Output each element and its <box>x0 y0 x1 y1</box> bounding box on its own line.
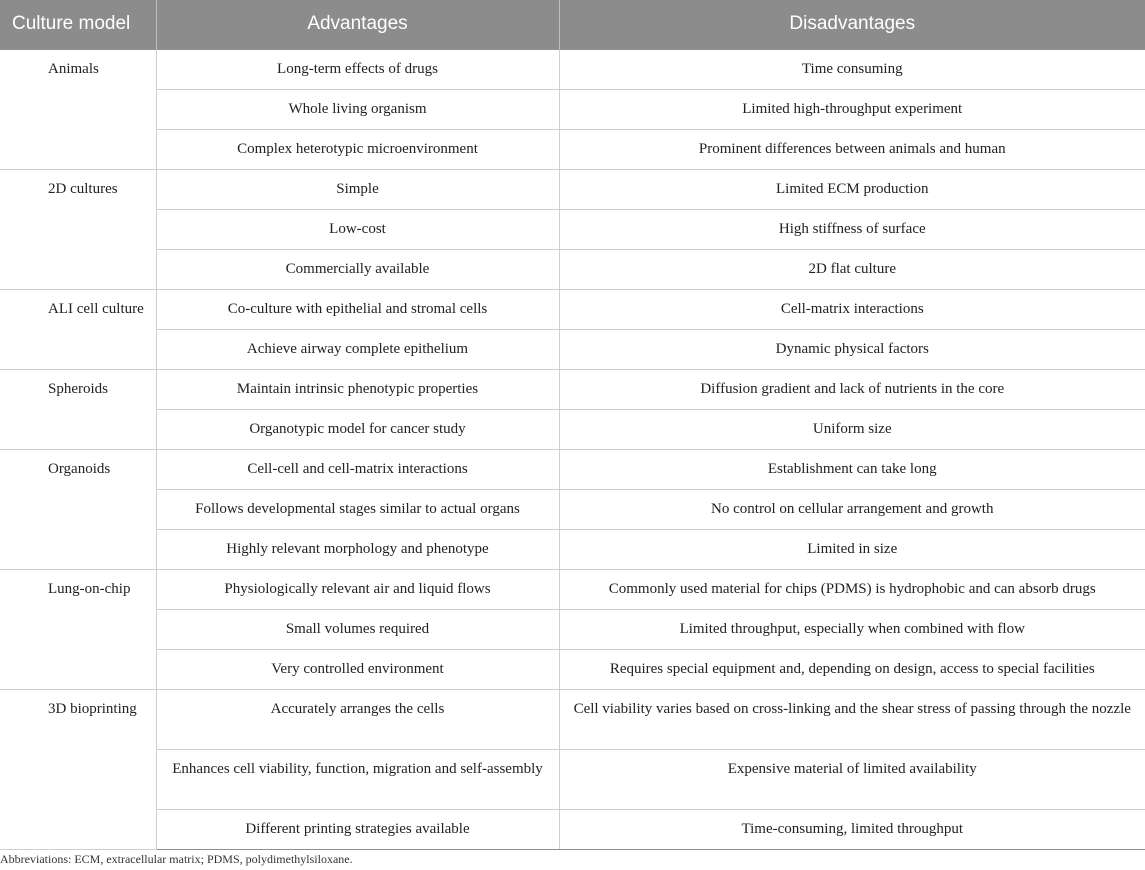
advantage-cell: Commercially available <box>156 249 559 289</box>
disadvantage-cell: Cell viability varies based on cross-linking and the shear stress of passing through the nozzle <box>559 689 1145 749</box>
disadvantage-cell: Prominent differences between animals and human <box>559 129 1145 169</box>
table-row <box>0 609 1145 649</box>
disadvantage-cell: Expensive material of limited availability <box>559 749 1145 809</box>
disadvantage-cell: 2D flat culture <box>559 249 1145 289</box>
disadvantage-cell: Limited ECM production <box>559 169 1145 209</box>
advantage-cell: Enhances cell viability, function, migration and self-assembly <box>156 749 559 809</box>
culture-model-cell: Lung-on-chip <box>0 569 156 689</box>
table-row <box>0 129 1145 169</box>
advantage-cell: Follows developmental stages similar to actual organs <box>156 489 559 529</box>
disadvantage-cell: Time consuming <box>559 49 1145 89</box>
disadvantage-cell: Limited in size <box>559 529 1145 569</box>
disadvantage-cell: Cell-matrix interactions <box>559 289 1145 329</box>
advantage-cell: Highly relevant morphology and phenotype <box>156 529 559 569</box>
disadvantage-cell: Time-consuming, limited throughput <box>559 809 1145 849</box>
culture-model-cell: 2D cultures <box>0 169 156 289</box>
advantage-cell: Different printing strategies available <box>156 809 559 849</box>
disadvantage-cell: High stiffness of surface <box>559 209 1145 249</box>
disadvantage-cell: Requires special equipment and, depending on design, access to special facilities <box>559 649 1145 689</box>
table-row <box>0 49 1145 89</box>
table-row <box>0 749 1145 809</box>
advantage-cell: Simple <box>156 169 559 209</box>
table-row <box>0 289 1145 329</box>
disadvantage-cell: Uniform size <box>559 409 1145 449</box>
header-advantages: Advantages <box>156 0 559 49</box>
advantage-cell: Accurately arranges the cells <box>156 689 559 749</box>
culture-model-cell: Spheroids <box>0 369 156 449</box>
table-row <box>0 689 1145 749</box>
advantage-cell: Maintain intrinsic phenotypic properties <box>156 369 559 409</box>
table-row <box>0 569 1145 609</box>
disadvantage-cell: Diffusion gradient and lack of nutrients in the core <box>559 369 1145 409</box>
advantage-cell: Physiologically relevant air and liquid flows <box>156 569 559 609</box>
table-row <box>0 449 1145 489</box>
header-disadvantages: Disadvantages <box>559 0 1145 49</box>
culture-model-cell: ALI cell culture <box>0 289 156 369</box>
culture-model-cell: Animals <box>0 49 156 169</box>
table-row <box>0 169 1145 209</box>
advantage-cell: Whole living organism <box>156 89 559 129</box>
header-row <box>0 0 1145 49</box>
table-row <box>0 89 1145 129</box>
table-row <box>0 529 1145 569</box>
table-row <box>0 369 1145 409</box>
advantage-cell: Achieve airway complete epithelium <box>156 329 559 369</box>
disadvantage-cell: Limited throughput, especially when combined with flow <box>559 609 1145 649</box>
table-row <box>0 409 1145 449</box>
disadvantage-cell: Limited high-throughput experiment <box>559 89 1145 129</box>
disadvantage-cell: Dynamic physical factors <box>559 329 1145 369</box>
disadvantage-cell: No control on cellular arrangement and growth <box>559 489 1145 529</box>
table-row <box>0 489 1145 529</box>
advantage-cell: Complex heterotypic microenvironment <box>156 129 559 169</box>
advantage-cell: Organotypic model for cancer study <box>156 409 559 449</box>
advantage-cell: Low-cost <box>156 209 559 249</box>
advantage-cell: Very controlled environment <box>156 649 559 689</box>
table-row <box>0 329 1145 369</box>
advantage-cell: Small volumes required <box>156 609 559 649</box>
table-row <box>0 649 1145 689</box>
table-row <box>0 209 1145 249</box>
advantage-cell: Co-culture with epithelial and stromal cells <box>156 289 559 329</box>
advantage-cell: Cell-cell and cell-matrix interactions <box>156 449 559 489</box>
culture-model-cell: Organoids <box>0 449 156 569</box>
disadvantage-cell: Establishment can take long <box>559 449 1145 489</box>
header-culture-model: Culture model <box>0 0 156 49</box>
table-footnote: Abbreviations: ECM, extracellular matrix; PDMS, polydimethylsiloxane. <box>0 852 353 866</box>
table-row <box>0 809 1145 849</box>
disadvantage-cell: Commonly used material for chips (PDMS) is hydrophobic and can absorb drugs <box>559 569 1145 609</box>
culture-model-cell: 3D bioprinting <box>0 689 156 849</box>
advantage-cell: Long-term effects of drugs <box>156 49 559 89</box>
table-row <box>0 249 1145 289</box>
